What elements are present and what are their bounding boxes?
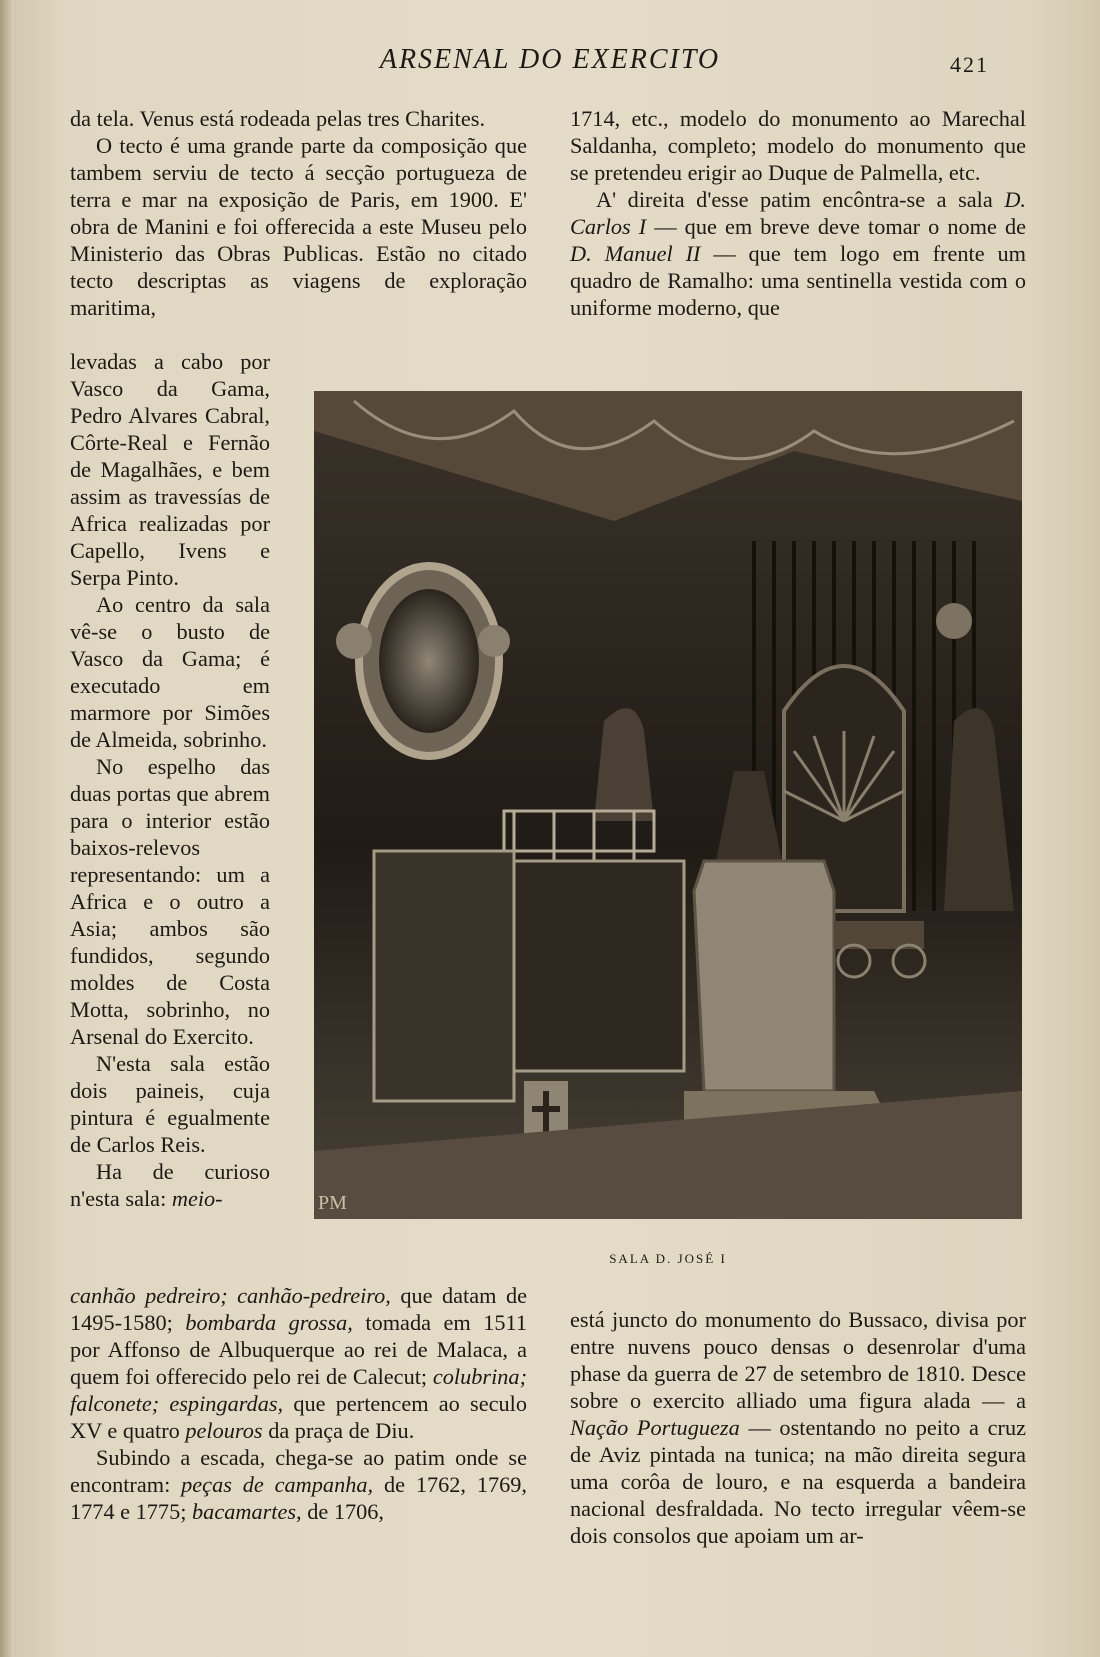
italic-term: D. Manuel II <box>570 241 701 266</box>
left-column-narrow <box>70 348 270 1212</box>
right-column-bottom <box>570 1306 1026 1549</box>
left-column-top <box>70 105 527 321</box>
cherub-right <box>478 625 510 657</box>
display-case-left <box>374 851 514 1101</box>
italic-term: peças de campanha, <box>181 1472 374 1497</box>
paragraph <box>70 1444 527 1525</box>
paragraph: No espelho das duas portas que abrem para o interior estão baixos-relevos representando: um a Africa e o outro a Asia; ambos são fundidos, segundo moldes de Costa Motta, sobrinho, no Arsenal do Exercito. <box>70 754 270 1049</box>
italic-term: bacamartes, <box>192 1499 302 1524</box>
left-column-bottom <box>70 1282 527 1525</box>
paragraph <box>570 1306 1026 1549</box>
text-run: está juncto do monumento do Bussaco, divisa por entre nuvens pouco densas o desenrolar d'uma phase da guerra de 27 de setembro de 1810. Desce sobre o exercito alliado uma figura alada — a <box>570 1307 1026 1413</box>
paragraph: Ao centro da sala vê-se o busto de Vasco da Gama; é executado em marmore por Simões de Almeida, sobrinho. <box>70 592 270 752</box>
portrait-figure <box>379 589 479 733</box>
text-run: Ha de curioso n'esta sala: <box>70 1159 270 1211</box>
italic-term: bombarda grossa, <box>185 1310 353 1335</box>
text-run: — que em breve deve tomar o nome de <box>654 214 1027 239</box>
italic-term: canhão pedreiro; canhão-pedreiro, <box>70 1283 391 1308</box>
page-number: 421 <box>950 52 989 77</box>
italic-term: colubrina; falconete; espingardas, <box>70 1364 527 1416</box>
paragraph <box>70 1282 527 1444</box>
text-run: da praça de Diu. <box>268 1418 415 1443</box>
paragraph <box>70 1158 270 1212</box>
text-run: — que tem logo em frente um quadro de Ramalho: uma sentinella vestida com o uniforme moderno, que <box>570 241 1026 320</box>
text-run: que datam de 1495-1580; <box>70 1283 527 1335</box>
paragraph <box>570 186 1026 321</box>
display-case-center <box>514 861 684 1071</box>
italic-term: meio- <box>171 1186 223 1211</box>
italic-term: Nação Portugueza <box>570 1415 740 1440</box>
text-run: — ostentando no peito a cruz de Aviz pintada na tunica; na mão direita segura uma corôa de louro, e na esquerda a bandeira nacional desfraldada. No tecto irregular vêem-se dois consolos que apoiam um ar- <box>570 1415 1026 1548</box>
text-run: A' direita d'esse patim encôntra-se a sala <box>596 187 993 212</box>
text-run: tomada em 1511 por Affonso de Albuquerque ao rei de Malaca, a quem foi offerecido pelo rei de Calecut; <box>70 1310 527 1389</box>
text-run: Subindo a escada, chega-se ao patim onde se encontram: <box>70 1445 527 1497</box>
photographer-signature: PM <box>318 1192 347 1214</box>
photo-illustration <box>314 391 1022 1219</box>
paragraph: O tecto é uma grande parte da composição que tambem serviu de tecto á secção portugueza de terra e mar na exposição de Paris, em 1900. E' obra de Manini e foi offerecida a este Museu pelo Ministerio das Obras Publicas. Estão no citado tecto descriptas as viagens de exploração maritima, <box>70 133 527 320</box>
page-edge <box>0 0 14 1657</box>
figure-caption: SALA D. JOSÉ I <box>609 1251 727 1266</box>
cherub-far-right <box>936 603 972 639</box>
stone-pedestal <box>694 861 834 1091</box>
paragraph: 1714, etc., modelo do monumento ao Marechal Saldanha, completo; modelo do monumento que se pretendeu erigir ao Duque de Palmella, etc. <box>570 106 1026 185</box>
photograph-sala-d-jose <box>314 391 1022 1219</box>
italic-term: pelouros <box>185 1418 263 1443</box>
paragraph: N'esta sala estão dois paineis, cuja pintura é egualmente de Carlos Reis. <box>70 1051 270 1157</box>
text-run: de 1706, <box>307 1499 385 1524</box>
cherub-left <box>336 623 372 659</box>
running-title: ARSENAL DO EXERCITO <box>379 44 721 75</box>
right-column-top <box>570 105 1026 321</box>
text-run: de 1762, 1769, 1774 e 1775; <box>70 1472 527 1524</box>
text-run: que pertencem ao seculo XV e quatro <box>70 1391 527 1443</box>
paragraph: levadas a cabo por Vasco da Gama, Pedro Alvares Cabral, Côrte-Real e Fernão de Magalhães, e bem assim as travessías de Africa realizadas por Capello, Ivens e Serpa Pinto. <box>70 349 270 590</box>
paragraph: da tela. Venus está rodeada pelas tres Charites. <box>70 106 486 131</box>
italic-term: D. Carlos I <box>570 187 1027 239</box>
